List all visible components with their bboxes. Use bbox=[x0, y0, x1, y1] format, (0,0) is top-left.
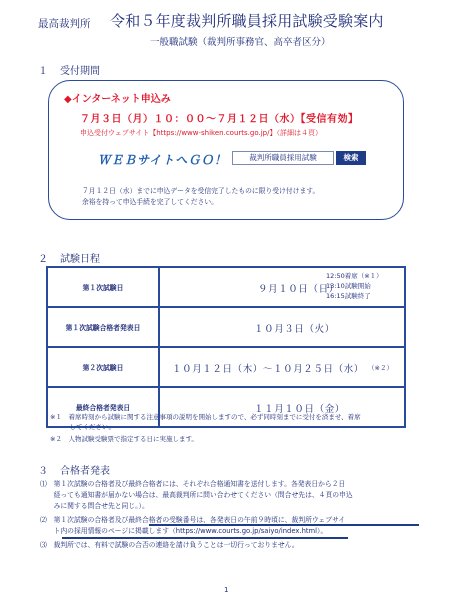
schedule-label: 第２次試験日 bbox=[47, 347, 159, 387]
court-name: 最高裁判所 bbox=[38, 18, 91, 30]
section2-number: ２ bbox=[38, 254, 48, 265]
section3-number: ３ bbox=[38, 466, 48, 477]
application-note-2: 余裕を持って申込手続を完了してください。 bbox=[82, 198, 218, 206]
page-number: 1 bbox=[224, 586, 229, 594]
table-row bbox=[47, 307, 405, 347]
internet-application-heading: ◆インターネット申込み bbox=[64, 94, 171, 105]
result-item-1a: ⑴ 第１次試験の合格者及び最終合格者には、それぞれ合格通知書を送付します。各発表日から２日 bbox=[40, 480, 346, 488]
result-item-2b[interactable]: ト内の採用情報のページに掲載します（https://www.courts.go.jp/saiyo/index.html）。 bbox=[40, 527, 328, 535]
schedule-time-3: 16:15試験終了 bbox=[326, 292, 371, 300]
footnote-2: ※２ 人物試験受験票で指定する日に実施します。 bbox=[50, 435, 198, 443]
result-item-1b: 経っても通知書が届かない場合は、最高裁判所に問い合わせてください（問合せ先は、４頁の申込 bbox=[40, 491, 353, 499]
schedule-value: １０月３日（火） bbox=[254, 324, 335, 335]
page-subtitle: 一般職試験（裁判所事務官、高卒者区分） bbox=[150, 37, 331, 48]
highlight-underline bbox=[62, 537, 348, 539]
page-title: 令和５年度裁判所職員採用試験受験案内 bbox=[110, 12, 384, 30]
schedule-time-1: 12:50着席（※１） bbox=[326, 272, 383, 280]
application-period: ７月３日（月）１０：００～７月１２日（水）【受信有効】 bbox=[80, 114, 359, 125]
search-input[interactable]: 裁判所職員採用試験 bbox=[232, 151, 334, 165]
section1-title: 受付期間 bbox=[60, 66, 100, 77]
web-site-go-banner[interactable]: ＷＥＢサイトへＧＯ！ bbox=[98, 153, 228, 167]
schedule-value-cell bbox=[159, 347, 405, 387]
schedule-label: 第１次試験合格者発表日 bbox=[47, 307, 159, 347]
section2-heading bbox=[38, 250, 100, 265]
section1-number: １ bbox=[38, 66, 48, 77]
schedule-value: １１月１０日（金） bbox=[254, 404, 345, 415]
application-note-1: ７月１２日（水）までに申込データを受信完了したものに限り受け付けます。 bbox=[82, 187, 320, 195]
exam-schedule-table bbox=[46, 266, 406, 428]
section1-heading bbox=[38, 62, 100, 77]
footnote-1a: ※１ 着席時刻から試験に関する注意事項の説明を開始しますので、必ず同時刻までに受付を済ませ、着席 bbox=[50, 413, 361, 421]
section3-title: 合格者発表 bbox=[60, 466, 110, 477]
section3-heading bbox=[38, 462, 110, 477]
schedule-time-2: 13:10試験開始 bbox=[326, 282, 371, 290]
table-row bbox=[47, 347, 405, 387]
schedule-value-cell bbox=[159, 267, 405, 307]
schedule-note: （※２） bbox=[368, 364, 393, 372]
result-item-2a: ⑵ 第１次試験の合格者及び最終合格者の受験番号は、各発表日の午前９時頃に、裁判所ウェブサイ bbox=[40, 516, 346, 524]
schedule-label: 第１次試験日 bbox=[47, 267, 159, 307]
schedule-value-cell bbox=[159, 307, 405, 347]
schedule-value: ９月１０日（日） bbox=[258, 284, 339, 295]
result-item-3: ⑶ 裁判所では、有料で試験の合否の連絡を請け負うことは一切行っておりません。 bbox=[40, 541, 299, 549]
table-row bbox=[47, 267, 405, 307]
search-button[interactable]: 検索 bbox=[336, 151, 366, 165]
schedule-value: １０月１２日（木）～１０月２５日（水） bbox=[172, 364, 364, 375]
result-item-1c: みに関する問合せ先と同じ。）。 bbox=[40, 502, 149, 510]
footnote-1b: してください。 bbox=[50, 423, 115, 431]
application-site-link[interactable]: 申込受付ウェブサイト【https://www-shiken.courts.go.jp/】（詳細は４頁） bbox=[80, 129, 322, 137]
schedule-label: 最終合格者発表日 bbox=[47, 387, 159, 427]
highlight-underline bbox=[149, 524, 419, 526]
section2-title: 試験日程 bbox=[60, 254, 100, 265]
